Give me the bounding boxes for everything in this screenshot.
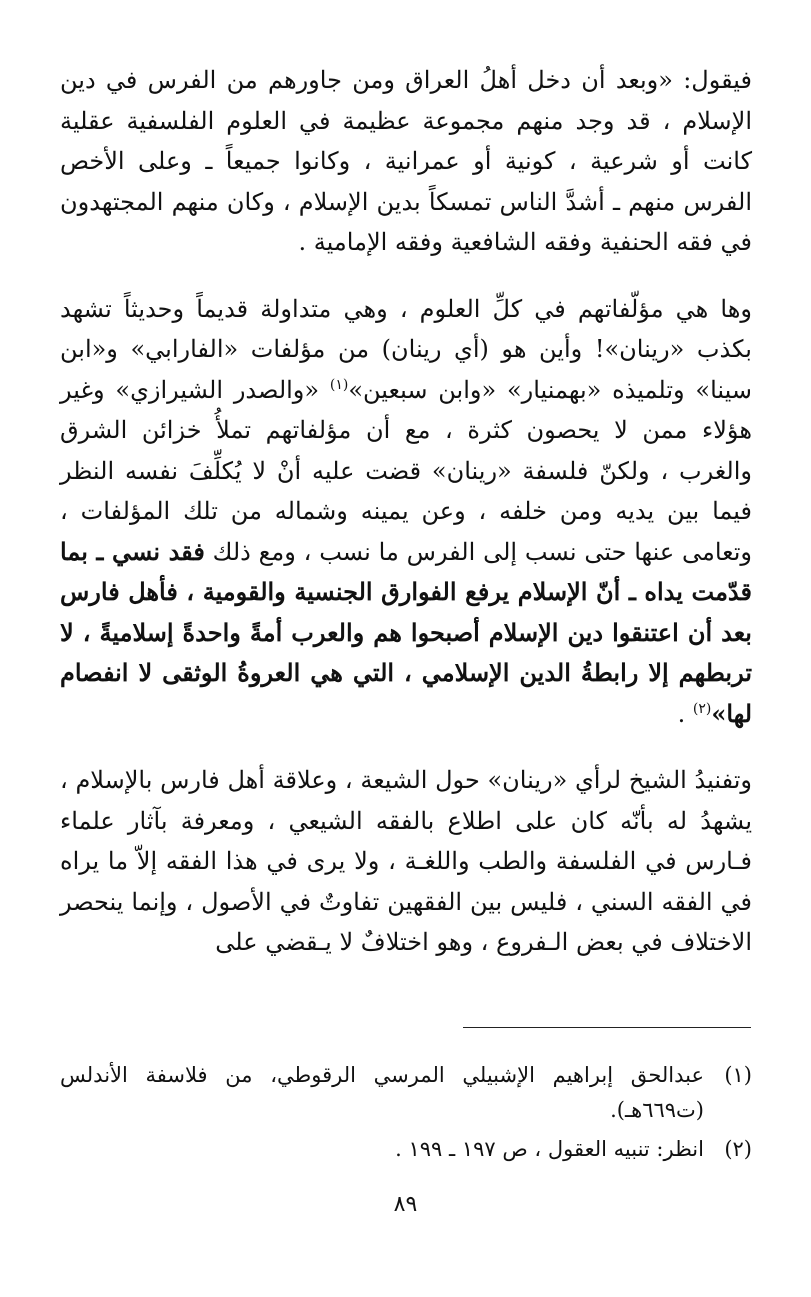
footnotes: [60, 1058, 752, 1171]
paragraph-2-text-b: «والصدر الشيرازي» وغير هؤلاء ممن لا يحصون كثرة ، مع أن مؤلفاتهم تملأُ خزائن الشرق والغرب ، ولكنّ فلسفة «رينان» قضت عليه أنْ لا يُكلِّفَ نفسه النظر فيما بين يديه ومن خلفه ، وعن يمينه وشماله من تلك المؤلفات ، وتعامى عنها حتى نسب إلى الفرس ما نسب ، ومع ذلك: [60, 375, 752, 566]
footnote-text: انظر: تنبيه العقول ، ص ١٩٧ ـ ١٩٩ .: [395, 1137, 704, 1161]
paragraph-1: [60, 60, 752, 263]
paragraph-1-text: فيقول: «وبعد أن دخل أهلُ العراق ومن جاورهم من الفرس في دين الإسلام ، قد وجد منهم مجموعة عظيمة في العلوم الفلسفية عقلية كانت أو شرعية ، كونية أو عمرانية ، وكانوا جميعاً ـ وعلى الأخص الفرس منهم ـ أشدَّ الناس تمسكاً بدين الإسلام ، وكان منهم المجتهدون في فقه الحنفية وفقه الشافعية وفقه الإمامية .: [60, 66, 752, 256]
paragraph-2: [60, 289, 752, 735]
footnote-number: (٢): [724, 1137, 752, 1161]
footnote-number: (١): [724, 1063, 752, 1087]
footnote-1: [60, 1058, 752, 1128]
paragraph-2-text-a: وها هي مؤلّفاتهم في كلِّ العلوم ، وهي متداولة قديماً وحديثاً تشهد بكذب «رينان»! وأين هو (أي رينان) من مؤلفات «الفارابي» و«ابن سينا» وتلميذه «بهمنيار» «وابن سبعين»: [60, 294, 753, 404]
footnote-divider: [463, 1027, 751, 1028]
footnote-ref-1[interactable]: (١): [329, 376, 349, 393]
paragraph-3-text: وتفنيدُ الشيخ لرأي «رينان» حول الشيعة ، وعلاقة أهل فارس بالإسلام ، يشهدُ له بأنّه كان على اطلاع بالفقه الشيعي ، ومعرفة بآثار علماء فـارس في الفلسفة والطب واللغـة ، ولا يرى في هذا الفقه إلاّ ما يراه في الفقه السني ، فليس بين الفقهين تفاوتٌ في الأصول ، وإنما ينحصر الاختلاف في بعض الـفروع ، وهو اختلافٌ لا يـقضي على: [60, 766, 752, 956]
footnote-text: عبدالحق إبراهيم الإشبيلي المرسي الرقوطي، من فلاسفة الأندلس (ت٦٦٩هـ).: [60, 1063, 704, 1122]
page-number: ٨٩: [393, 1192, 418, 1217]
paragraph-3: [60, 760, 752, 963]
paragraph-2-text-c: .: [677, 699, 693, 728]
footnote-2: [60, 1132, 752, 1167]
main-text: [60, 60, 752, 989]
footnote-ref-2[interactable]: (٢): [692, 700, 712, 717]
paragraph-2-bold-quote: فقد نسي ـ بما قدّمت يداه ـ أنّ الإسلام يرفع الفوارق الجنسية والقومية ، فأهل فارس بعد أن اعتنقوا دين الإسلام أصبحوا هم والعرب أمةً واحدةً إسلاميةً ، لا تربطهم إلا رابطةُ الدين الإسلامي ، التي هي العروةُ الوثقى لا انفصام لها»: [60, 536, 752, 728]
